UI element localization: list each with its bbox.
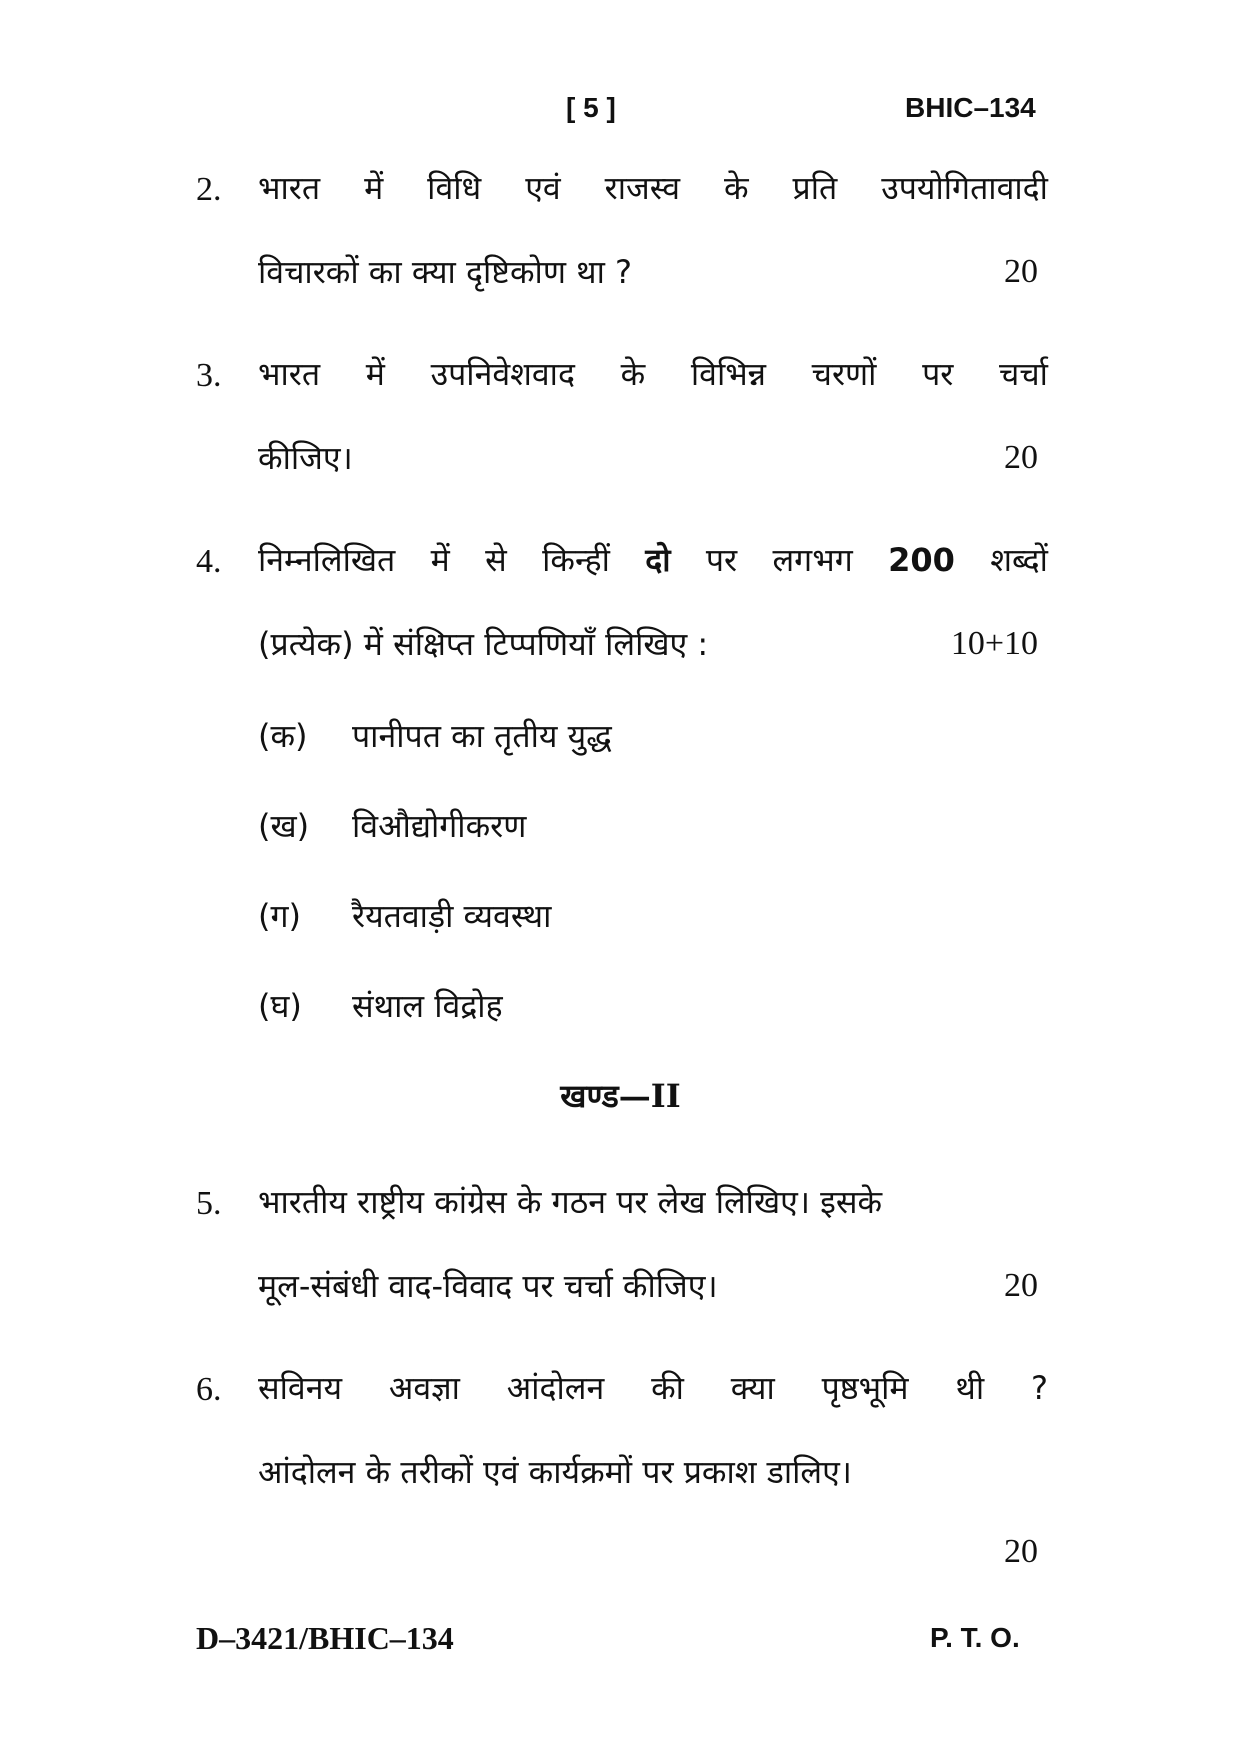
question-6-line-2: आंदोलन के तरीकों एवं कार्यक्रमों पर प्रकाश डालिए। xyxy=(258,1453,852,1491)
question-5-line-2: मूल-संबंधी वाद-विवाद पर चर्चा कीजिए। xyxy=(258,1267,718,1305)
question-6-line-1: सविनय अवज्ञा आंदोलन की क्या पृष्ठभूमि थी ? xyxy=(258,1369,1048,1407)
question-6-marks: 20 xyxy=(1004,1533,1038,1570)
option-gha-label: (घ) xyxy=(258,987,302,1025)
question-2-number: 2. xyxy=(196,171,222,208)
question-3-line-1: भारत में उपनिवेशवाद के विभिन्न चरणों पर चर्चा xyxy=(258,355,1048,393)
question-2-line-1: भारत में विधि एवं राजस्व के प्रति उपयोगितावादी xyxy=(258,169,1048,207)
section-heading: खण्ड—II xyxy=(560,1077,681,1115)
option-kha-text: विऔद्योगीकरण xyxy=(352,807,527,845)
word-count: 200 xyxy=(888,541,955,579)
paper-code: BHIC–134 xyxy=(905,92,1036,123)
option-ka-text: पानीपत का तृतीय युद्ध xyxy=(352,717,612,755)
option-ga-label: (ग) xyxy=(258,897,301,935)
question-5-number: 5. xyxy=(196,1185,222,1222)
page-number: [ 5 ] xyxy=(566,92,616,123)
emphasis-do: दो xyxy=(645,541,671,579)
question-4-line-2: (प्रत्येक) में संक्षिप्त टिप्पणियाँ लिखिए : xyxy=(258,625,709,663)
question-4-marks: 10+10 xyxy=(950,625,1038,662)
question-4-number: 4. xyxy=(196,543,222,580)
option-kha-label: (ख) xyxy=(258,807,310,845)
please-turn-over: P. T. O. xyxy=(930,1622,1020,1653)
question-3-marks: 20 xyxy=(1004,439,1038,476)
question-3-line-2: कीजिए। xyxy=(258,439,353,477)
question-2-marks: 20 xyxy=(1004,253,1038,290)
option-gha-text: संथाल विद्रोह xyxy=(352,987,503,1025)
option-ga-text: रैयतवाड़ी व्यवस्था xyxy=(352,897,552,935)
question-5-marks: 20 xyxy=(1004,1267,1038,1304)
question-3-number: 3. xyxy=(196,357,222,394)
question-5-line-1: भारतीय राष्ट्रीय कांग्रेस के गठन पर लेख लिखिए। इसके xyxy=(258,1183,883,1221)
paper-reference: D–3421/BHIC–134 xyxy=(196,1620,454,1656)
question-4-line-1: निम्नलिखित में से किन्हीं दो पर लगभग 200 शब्दों xyxy=(258,538,1048,582)
question-2-line-2: विचारकों का क्या दृष्टिकोण था ? xyxy=(258,253,633,291)
option-ka-label: (क) xyxy=(258,717,308,755)
question-6-number: 6. xyxy=(196,1371,222,1408)
